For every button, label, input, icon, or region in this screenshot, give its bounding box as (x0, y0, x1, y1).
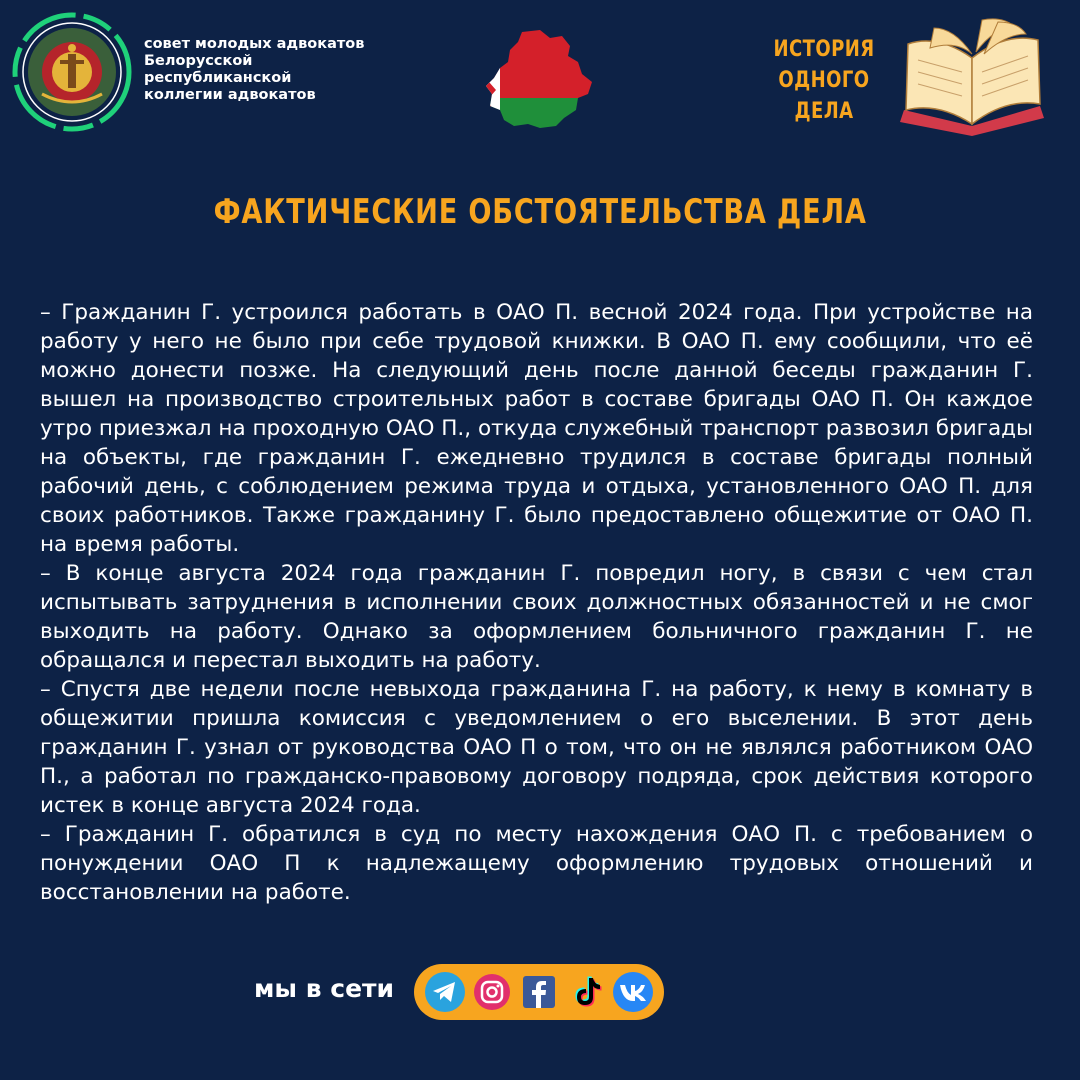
case-paragraph: – Гражданин Г. устроился работать в ОАО П. весной 2024 года. При устройстве на работу у него не было при себе трудовой книжки. В ОАО П. ему сообщили, что её можно донести позже. На следующий день после данной беседы гражданин Г. вышел на производство строительных работ в составе бригады ОАО П. Он каждое утро приезжал на проходную ОАО П., откуда служебный транспорт развозил бригады на объекты, где гражданин Г. ежедневно трудился в составе бригады полный рабочий день, с соблюдением режима труда и отдыха, установленного ОАО П. для своих работников. Также гражданину Г. было предоставлено общежитие от ОАО П. на время работы. (40, 300, 1033, 557)
social-links-bar (414, 964, 664, 1020)
series-title-line: ИСТОРИЯ (773, 37, 875, 62)
belarus-flag-map-icon (478, 28, 596, 132)
section-title (0, 192, 1080, 232)
facebook-icon[interactable] (517, 970, 561, 1014)
series-title-line: ОДНОГО (778, 68, 870, 93)
bar-association-emblem-icon (12, 12, 132, 132)
organization-name (144, 36, 384, 104)
social-label: мы в сети (254, 974, 395, 1003)
open-book-icon (894, 14, 1050, 138)
vk-icon[interactable] (611, 970, 655, 1014)
instagram-icon[interactable] (470, 970, 514, 1014)
telegram-icon[interactable] (423, 970, 467, 1014)
case-paragraph: – Спустя две недели после невыхода гражданина Г. на работу, к нему в комнату в общежитии пришла комиссия с уведомлением о его выселении. В этот день гражданин Г. узнал от руководства ОАО П о том, что он не являлся работником ОАО П., а работал по гражданско-правовому договору подряда, срок действия которого истек в конце августа 2024 года. (40, 677, 1033, 818)
case-paragraph: – В конце августа 2024 года гражданин Г. повредил ногу, в связи с чем стал испытывать затруднения в исполнении своих должностных обязанностей и не смог выходить на работу. Однако за оформлением больничного гражданин Г. не обращался и перестал выходить на работу. (40, 561, 1033, 673)
org-name-line: совет молодых адвокатов (144, 36, 365, 52)
org-name-line: республиканской (144, 70, 292, 86)
section-title-text: ФАКТИЧЕСКИЕ ОБСТОЯТЕЛЬСТВА ДЕЛА (213, 192, 867, 232)
org-name-line: Белорусской (144, 53, 253, 69)
series-title-line: ДЕЛА (794, 99, 854, 124)
tiktok-icon[interactable] (564, 970, 608, 1014)
org-name-line: коллегии адвокатов (144, 87, 316, 103)
series-title (772, 34, 877, 127)
case-facts-text (40, 298, 1033, 907)
case-paragraph: – Гражданин Г. обратился в суд по месту нахождения ОАО П. с требованием о понуждении ОАО П к надлежащему оформлению трудовых отношений и восстановлении на работе. (40, 822, 1033, 905)
